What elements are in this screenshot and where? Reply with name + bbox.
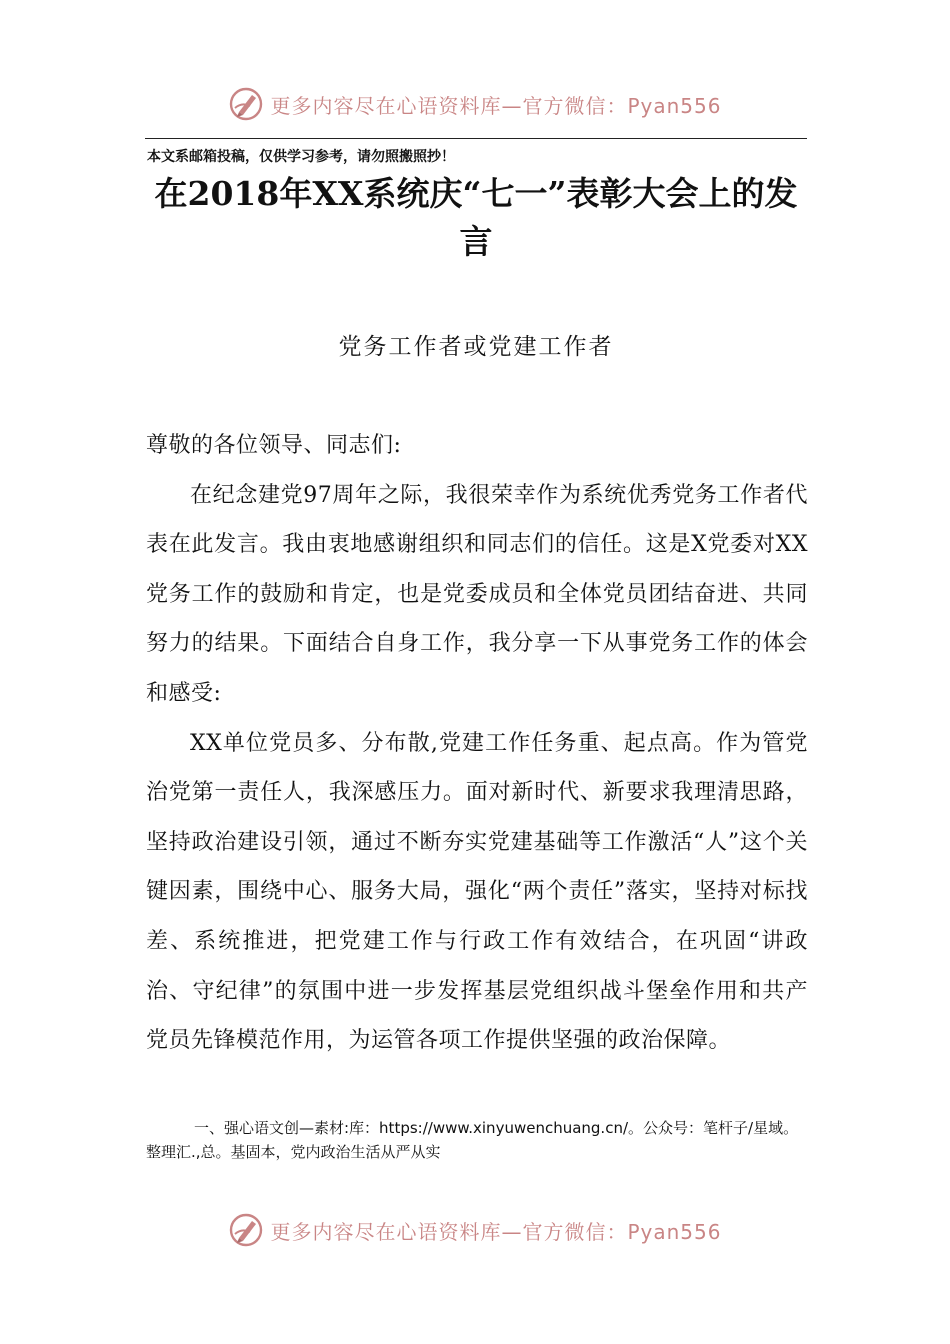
watermark-text: 更多内容尽在心语资料库—官方微信：Pyan556: [270, 93, 722, 118]
author-line: 党务工作者或党建工作者: [338, 334, 614, 360]
document-title: 在2018年XX系统庆“七一”表彰大会上的发言: [154, 174, 798, 261]
pen-logo-icon: [228, 1212, 264, 1248]
watermark-header: [0, 82, 950, 126]
footnote: [146, 1116, 808, 1164]
pen-logo-icon: [228, 86, 264, 122]
document-body: [146, 421, 808, 1066]
header-rule: [145, 138, 807, 139]
paragraph: XX单位党员多、分布散,党建工作任务重、起点高。作为管党治党第一责任人，我深感压力。面对新时代、新要求我理清思路，坚持政治建设引领，通过不断夯实党建基础等工作激活“人”这个关键因素，围绕中心、服务大局，强化“两个责任”落实，坚持对标找差、系统推进，把党建工作与行政工作有效结合，在巩固“讲政治、守纪律”的氛围中进一步发挥基层党组织战斗堡垒作用和共产党员先锋模范作用，为运管各项工作提供坚强的政治保障。: [146, 730, 808, 1054]
submission-notice: 本文系邮箱投稿，仅供学习参考，请勿照搬照抄！: [147, 149, 455, 165]
watermark-text: 更多内容尽在心语资料库—官方微信：Pyan556: [270, 1219, 722, 1244]
watermark-footer: [0, 1208, 950, 1252]
footnote-text: 一、强心语文创—素材:库：https://www.xinyuwenchuang.cn/。公众号：笔杆子/星域。整理汇.,总。基固本，党内政治生活从严从实: [146, 1119, 799, 1161]
paragraph: 在纪念建党97周年之际，我很荣幸作为系统优秀党务工作者代表在此发言。我由衷地感谢组织和同志们的信任。这是X党委对XX党务工作的鼓励和肯定，也是党委成员和全体党员团结奋进、共同努力的结果。下面结合自身工作，我分享一下从事党务工作的体会和感受:: [146, 482, 808, 706]
salutation: 尊敬的各位领导、同志们:: [146, 433, 402, 458]
